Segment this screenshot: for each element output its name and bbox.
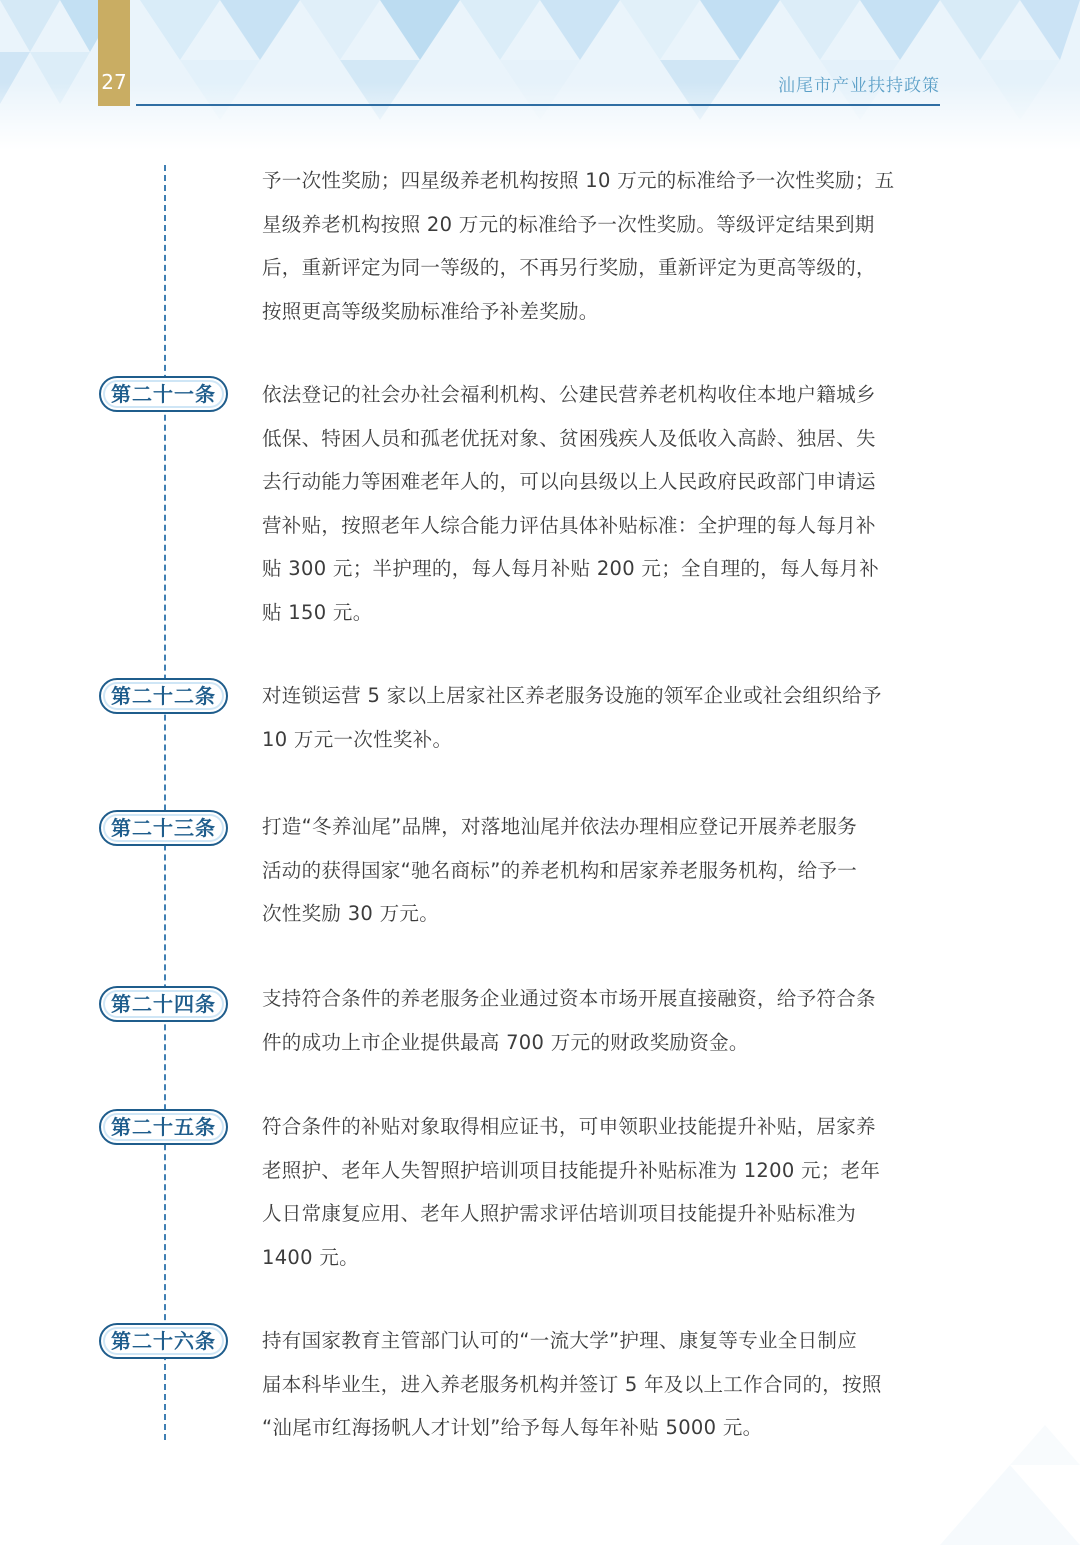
header-divider (136, 104, 940, 106)
text-line: 人日常康复应用、老年人照护需求评估培训项目技能提升补贴标准为 (262, 1202, 857, 1225)
text-line: 星级养老机构按照 20 万元的标准给予一次性奖励。等级评定结果到期 (262, 212, 875, 236)
text-line: 营补贴，按照老年人综合能力评估具体补贴标准：全护理的每人每月补 (262, 513, 876, 537)
text-line: 后，重新评定为同一等级的，不再另行奖励，重新评定为更高等级的， (262, 256, 876, 279)
text-line: 按照更高等级奖励标准给予补差奖励。 (262, 299, 599, 323)
article-badge-25: 第二十五条 (99, 1109, 228, 1145)
text-line: 依法登记的社会办社会福利机构、公建民营养老机构收住本地户籍城乡 (262, 383, 876, 406)
text-line: “汕尾市红海扬帆人才计划”给予每人每年补贴 5000 元。 (262, 1416, 763, 1439)
article-badge-23: 第二十三条 (99, 810, 228, 846)
article-23-text (262, 805, 942, 936)
article-badge-21: 第二十一条 (99, 376, 228, 412)
article-badge-24: 第二十四条 (99, 986, 228, 1022)
text-line: 去行动能力等困难老年人的，可以向县级以上人民政府民政部门申请运 (262, 470, 876, 493)
text-line: 持有国家教育主管部门认可的“一流大学”护理、康复等专业全日制应 (262, 1329, 858, 1352)
article-24-text (262, 977, 942, 1064)
timeline-dashed-line (164, 165, 166, 1440)
article-badge-22: 第二十二条 (99, 678, 228, 714)
text-line: 1400 元。 (262, 1245, 359, 1269)
continuation-paragraph (262, 159, 942, 333)
article-badge-26: 第二十六条 (99, 1323, 228, 1359)
corner-decoration (820, 1425, 1080, 1545)
text-line: 打造“冬养汕尾”品牌，对落地汕尾并依法办理相应登记开展养老服务 (262, 815, 858, 838)
text-line: 贴 150 元。 (262, 600, 373, 624)
text-line: 支持符合条件的养老服务企业通过资本市场开展直接融资，给予符合条 (262, 987, 876, 1010)
article-25-text (262, 1105, 942, 1279)
article-22-text (262, 674, 942, 761)
text-line: 低保、特困人员和孤老优抚对象、贫困残疾人及低收入高龄、独居、失 (262, 426, 876, 450)
text-line: 对连锁运营 5 家以上居家社区养老服务设施的领军企业或社会组织给予 (262, 684, 882, 707)
text-line: 符合条件的补贴对象取得相应证书，可申领职业技能提升补贴，居家养 (262, 1115, 876, 1138)
text-line: 届本科毕业生，进入养老服务机构并签订 5 年及以上工作合同的，按照 (262, 1372, 882, 1396)
text-line: 贴 300 元；半护理的，每人每月补贴 200 元；全自理的，每人每月补 (262, 557, 880, 580)
text-line: 件的成功上市企业提供最高 700 万元的财政奖励资金。 (262, 1030, 749, 1054)
text-line: 次性奖励 30 万元。 (262, 902, 440, 925)
page-number: 27 (101, 70, 127, 94)
article-21-text (262, 373, 942, 634)
text-line: 老照护、老年人失智照护培训项目技能提升补贴标准为 1200 元；老年 (262, 1158, 881, 1182)
text-line: 活动的获得国家“驰名商标”的养老机构和居家养老服务机构，给予一 (262, 858, 858, 882)
text-line: 10 万元一次性奖补。 (262, 727, 453, 751)
text-line: 予一次性奖励；四星级养老机构按照 10 万元的标准给予一次性奖励；五 (262, 169, 895, 192)
running-header-title: 汕尾市产业扶持政策 (778, 76, 940, 96)
